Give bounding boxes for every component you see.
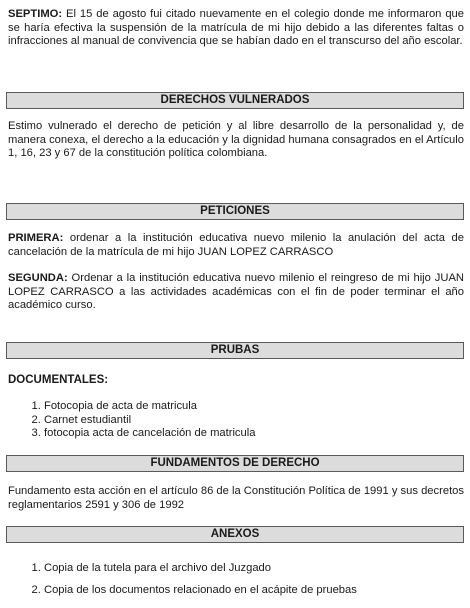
list-item: 1. Copia de la tutela para el archivo del Juzgado	[44, 562, 470, 576]
primera-label: PRIMERA:	[8, 232, 64, 244]
segunda-paragraph	[8, 272, 464, 313]
primera-paragraph	[8, 232, 464, 259]
section-header-fundamentos: FUNDAMENTOS DE DERECHO	[6, 455, 464, 472]
section-header-derechos: DERECHOS VULNERADOS	[6, 92, 464, 109]
list-item: 2. Copia de los documentos relacionado en el acápite de pruebas	[44, 584, 470, 598]
list-item: 1. Fotocopia de acta de matricula	[44, 400, 470, 414]
pruebas-list	[8, 400, 470, 441]
septimo-paragraph	[8, 8, 464, 49]
segunda-text: Ordenar a la institución educativa nuevo milenio el reingreso de mi hijo JUAN LOPEZ CARRASCO a las actividades académicas con el fin de poder terminar el año académico curso.	[8, 272, 464, 311]
list-item: 2. Carnet estudiantil	[44, 414, 470, 428]
septimo-text: El 15 de agosto fui citado nuevamente en el colegio donde me informaron que se haría efectiva la suspensión de la matrícula de mi hijo debido a las diferentes faltas o infracciones al manual de convivencia que se habían dado en el transcurso del año escolar.	[8, 8, 464, 47]
primera-text: ordenar a la institución educativa nuevo milenio la anulación del acta de cancelación de la matrícula de mi hijo JUAN LOPEZ CARRASCO	[8, 232, 464, 258]
derechos-paragraph: Estimo vulnerado el derecho de petición y al libre desarrollo de la personalidad y, de manera conexa, el derecho a la educación y la dignidad humana consagrados en el Artículo 1, 16, 23 y 67 de la constitución política colombiana.	[8, 120, 464, 159]
septimo-label: SEPTIMO:	[8, 8, 63, 20]
section-header-peticiones: PETICIONES	[6, 203, 464, 220]
section-header-pruebas: PRUBAS	[6, 342, 464, 359]
fundamentos-paragraph: Fundamento esta acción en el artículo 86 de la Constitución Política de 1991 y sus decretos reglamentarios 2591 y 306 de 1992	[8, 485, 464, 511]
section-header-anexos: ANEXOS	[6, 526, 464, 543]
documentales-subtitle: DOCUMENTALES:	[8, 374, 109, 386]
list-item: 3. fotocopia acta de cancelación de matricula	[44, 427, 470, 441]
anexos-list	[8, 562, 470, 597]
segunda-label: SEGUNDA:	[8, 272, 68, 284]
